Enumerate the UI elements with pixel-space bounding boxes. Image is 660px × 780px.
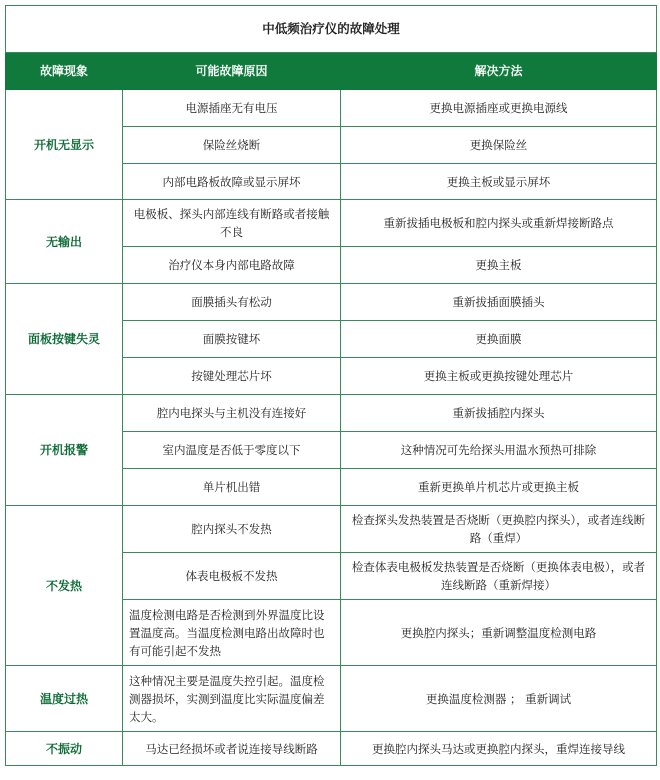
cause-cell: 腔内探头不发热 — [123, 506, 341, 553]
table-row — [6, 200, 657, 247]
solution-cell: 重新拔插电极板和腔内探头或重新焊接断路点 — [341, 200, 657, 247]
table-row — [6, 90, 657, 127]
fault-table-container — [5, 5, 656, 766]
table-row — [6, 395, 657, 432]
cause-cell: 保险丝烧断 — [123, 127, 341, 164]
cause-cell: 单片机出错 — [123, 469, 341, 506]
symptom-cell: 不发热 — [6, 506, 123, 666]
cause-cell: 体表电极板不发热 — [123, 553, 341, 600]
table-row — [6, 732, 657, 766]
solution-cell: 这种情况可先给探头用温水预热可排除 — [341, 432, 657, 469]
solution-cell: 更换腔内探头马达或更换腔内探头，重焊连接导线 — [341, 732, 657, 766]
header-solution: 解决方法 — [341, 53, 657, 90]
cause-cell: 按键处理芯片坏 — [123, 358, 341, 395]
symptom-cell: 面板按键失灵 — [6, 284, 123, 395]
solution-cell: 重新更换单片机芯片或更换主板 — [341, 469, 657, 506]
header-row — [6, 53, 657, 90]
solution-cell: 检查探头发热装置是否烧断（更换腔内探头），或者连线断路（重焊） — [341, 506, 657, 553]
solution-cell: 重新拔插面膜插头 — [341, 284, 657, 321]
table-row — [6, 506, 657, 553]
symptom-cell: 无输出 — [6, 200, 123, 284]
header-symptom: 故障现象 — [6, 53, 123, 90]
title-row — [6, 6, 657, 53]
cause-cell: 内部电路板故障或显示屏坏 — [123, 164, 341, 200]
solution-cell: 更换腔内探头；重新调整温度检测电路 — [341, 600, 657, 666]
symptom-cell: 不振动 — [6, 732, 123, 766]
cause-cell: 治疗仪本身内部电路故障 — [123, 247, 341, 284]
cause-cell: 马达已经损坏或者说连接导线断路 — [123, 732, 341, 766]
cause-cell: 电源插座无有电压 — [123, 90, 341, 127]
solution-cell: 更换主板或显示屏坏 — [341, 164, 657, 200]
cause-cell: 温度检测电路是否检测到外界温度比设置温度高。当温度检测电路出故障时也有可能引起不发热 — [123, 600, 341, 666]
cause-cell: 腔内电探头与主机没有连接好 — [123, 395, 341, 432]
solution-cell: 更换温度检测器 ； 重新调试 — [341, 666, 657, 732]
cause-cell: 室内温度是否低于零度以下 — [123, 432, 341, 469]
solution-cell: 更换主板 — [341, 247, 657, 284]
cause-cell: 电极板、探头内部连线有断路或者接触不良 — [123, 200, 341, 247]
solution-cell: 检查体表电极板发热装置是否烧断（更换体表电极），或者连线断路（重新焊接） — [341, 553, 657, 600]
cause-cell: 面膜按键坏 — [123, 321, 341, 358]
solution-cell: 更换电源插座或更换电源线 — [341, 90, 657, 127]
table-title: 中低频治疗仪的故障处理 — [6, 6, 657, 53]
table-row — [6, 666, 657, 732]
symptom-cell: 温度过热 — [6, 666, 123, 732]
symptom-cell: 开机报警 — [6, 395, 123, 506]
table-row — [6, 284, 657, 321]
solution-cell: 更换主板或更换按键处理芯片 — [341, 358, 657, 395]
cause-cell: 这种情况主要是温度失控引起。温度检测器损坏，实测到温度比实际温度偏差太大。 — [123, 666, 341, 732]
solution-cell: 更换面膜 — [341, 321, 657, 358]
solution-cell: 重新拔插腔内探头 — [341, 395, 657, 432]
header-cause: 可能故障原因 — [123, 53, 341, 90]
cause-cell: 面膜插头有松动 — [123, 284, 341, 321]
symptom-cell: 开机无显示 — [6, 90, 123, 200]
fault-table — [5, 5, 657, 766]
solution-cell: 更换保险丝 — [341, 127, 657, 164]
